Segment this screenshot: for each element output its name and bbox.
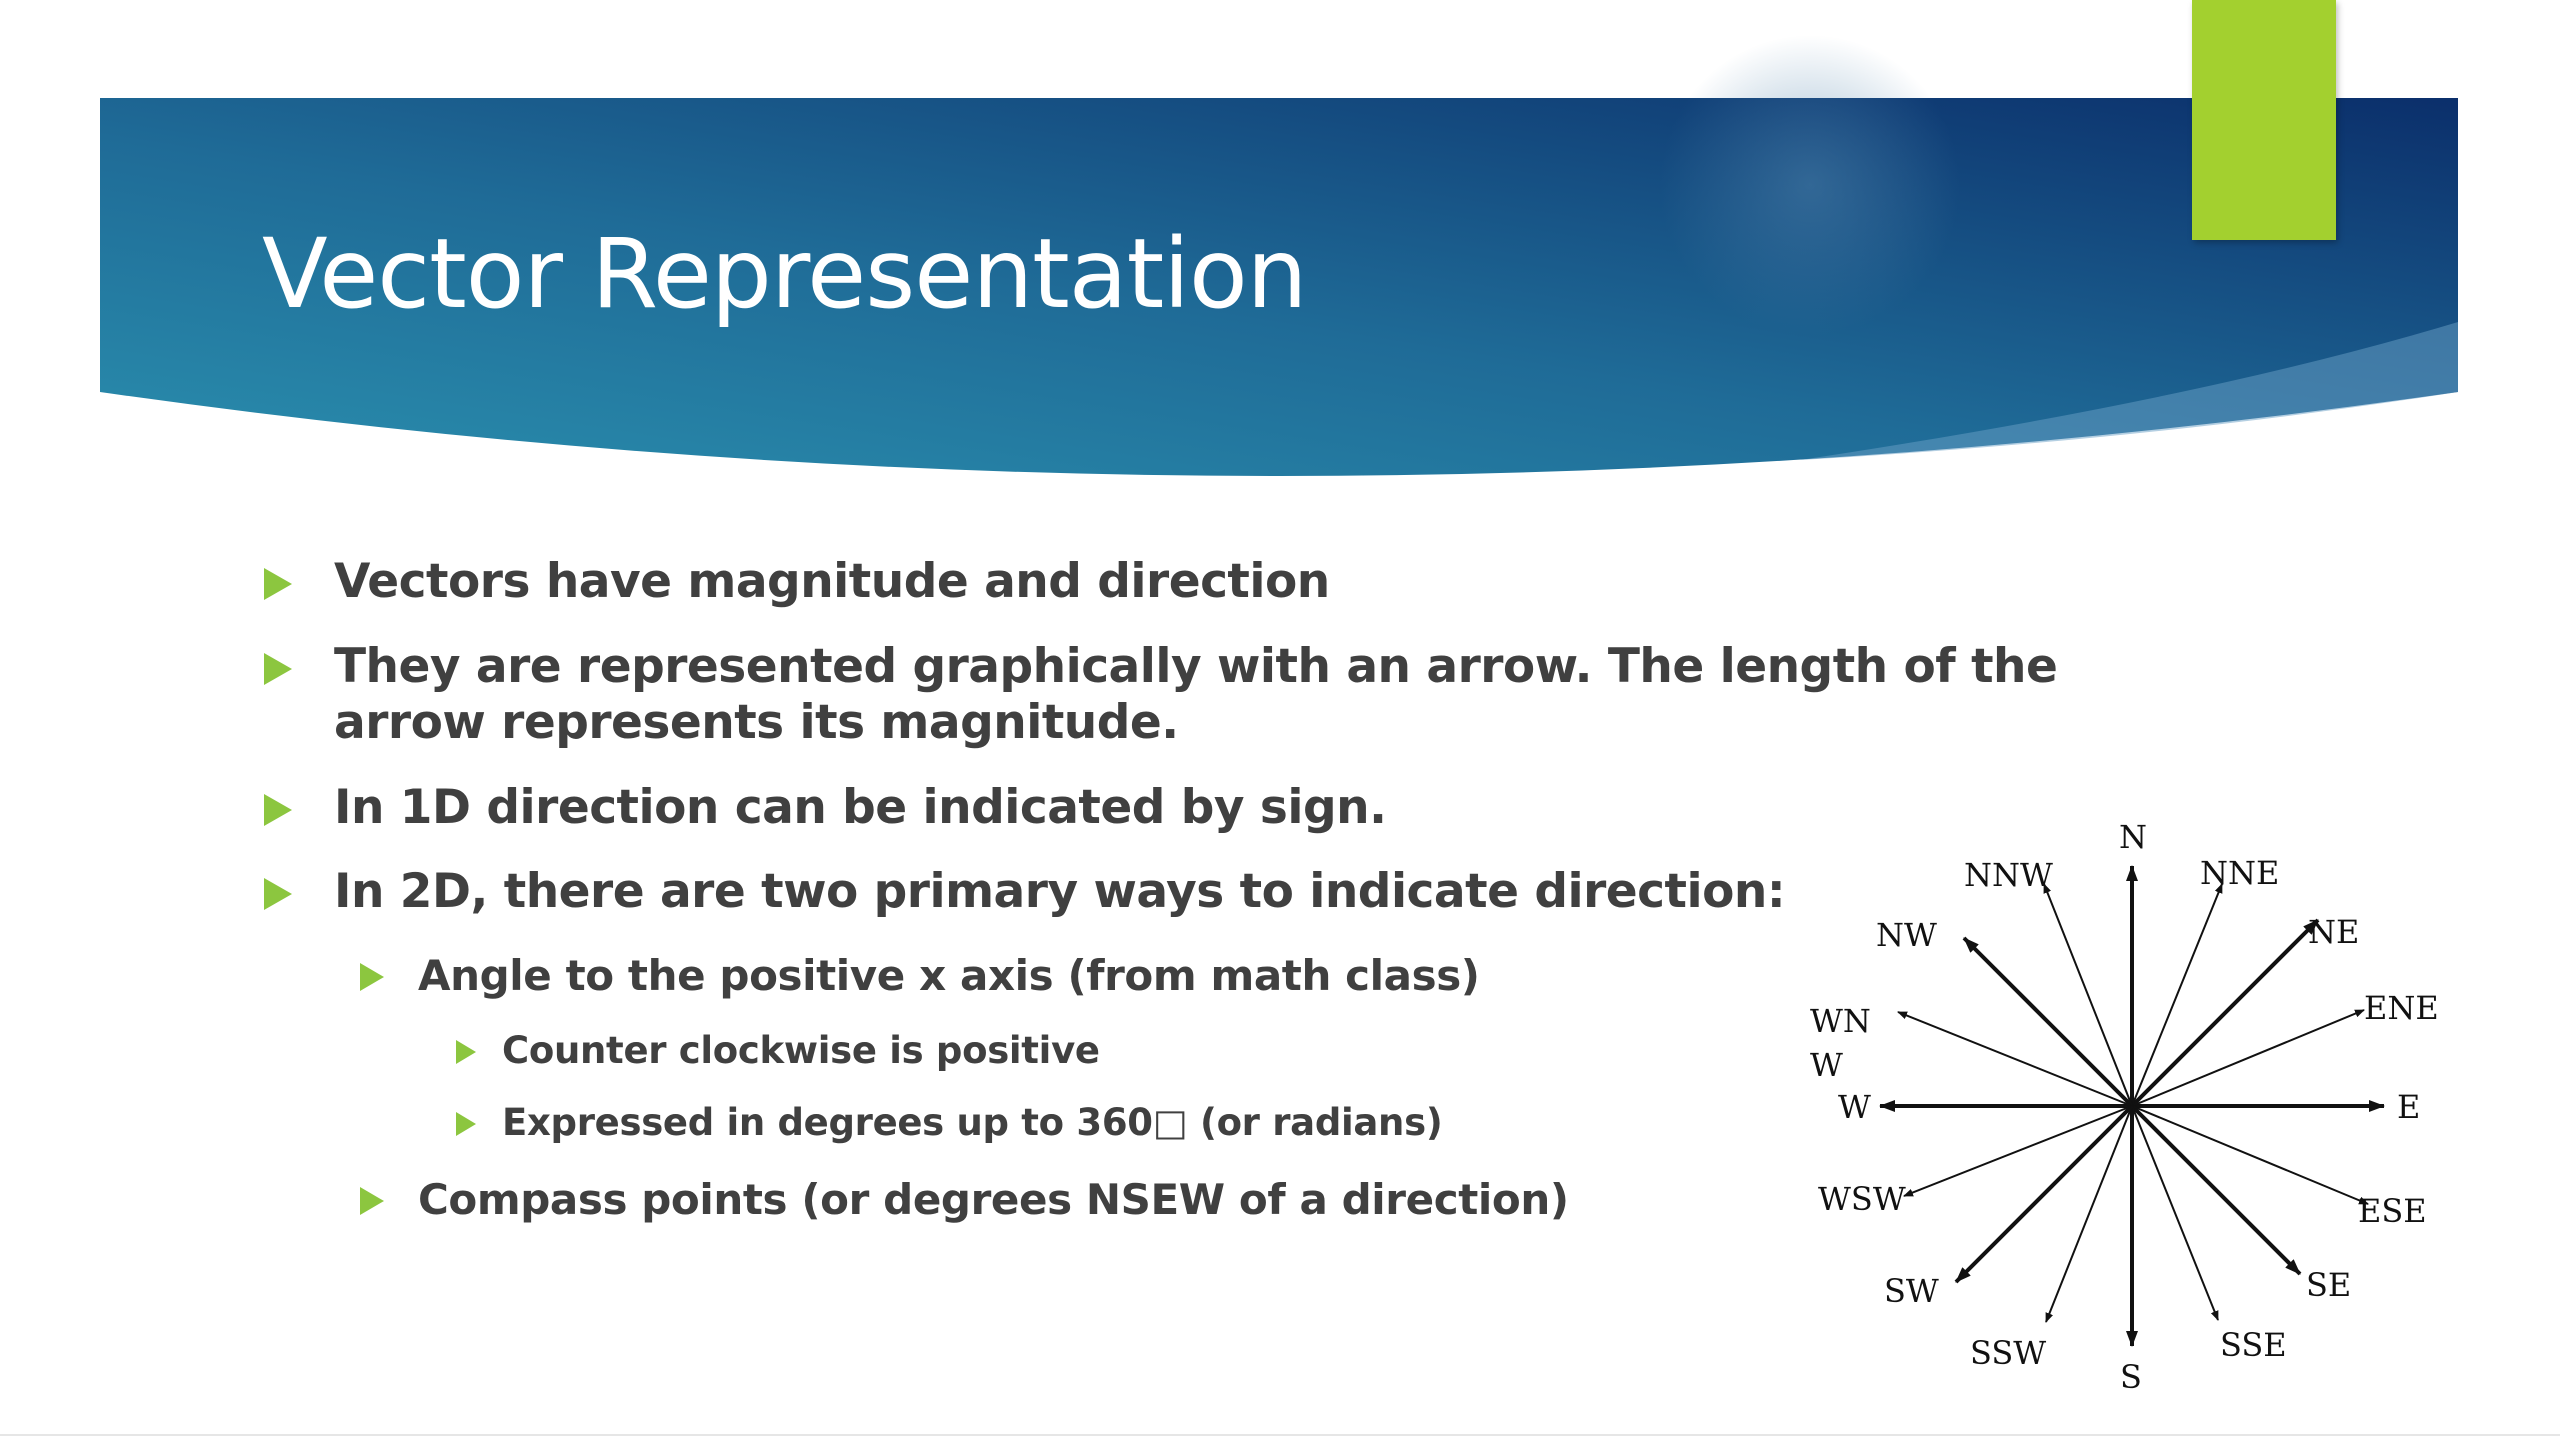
bullet-item — [418, 950, 1480, 1002]
bullet-item — [334, 780, 1386, 836]
label-ene: ENE — [2364, 989, 2439, 1027]
bullet-item — [334, 554, 1330, 610]
bullet-text-line: arrow represents its magnitude. — [334, 695, 1179, 750]
arrow-sse — [2132, 1106, 2218, 1320]
label-wnw-line1: WN — [1810, 1002, 1871, 1040]
label-sw: SW — [1884, 1272, 1939, 1310]
bullet-text: Vectors have magnitude and direction — [334, 554, 1330, 609]
arrow-ese — [2132, 1106, 2368, 1204]
arrow-sw — [1956, 1106, 2132, 1282]
label-nne: NNE — [2200, 854, 2280, 892]
bullet-text: Expressed in degrees up to 360□ (or radians) — [502, 1101, 1443, 1144]
label-wsw: WSW — [1818, 1180, 1906, 1218]
arrow-nw — [1964, 938, 2132, 1106]
bullet-item — [418, 1174, 1569, 1226]
arrow-ne — [2132, 920, 2318, 1106]
bullet-text: In 2D, there are two primary ways to indicate direction: — [334, 864, 1786, 919]
bullet-arrow-icon — [264, 568, 292, 600]
arrow-ene — [2132, 1010, 2364, 1106]
slide-bottom-divider — [0, 1434, 2560, 1436]
arrow-se — [2132, 1106, 2300, 1274]
bullet-text: Counter clockwise is positive — [502, 1029, 1100, 1072]
bullet-arrow-icon — [264, 794, 292, 826]
label-nnw: NNW — [1964, 856, 2053, 894]
bullet-item — [334, 864, 1785, 920]
bullet-arrow-icon — [360, 963, 384, 991]
label-se: SE — [2306, 1266, 2352, 1304]
bullet-text-line: They are represented graphically with an arrow. The length of the — [334, 639, 2058, 694]
slide-title: Vector Representation — [262, 218, 1307, 330]
compass-rose-diagram — [1780, 800, 2480, 1410]
bullet-item — [334, 639, 2057, 751]
arrow-wnw — [1898, 1012, 2132, 1106]
bullet-item — [502, 1028, 1100, 1074]
bullet-arrow-icon — [264, 653, 292, 685]
label-e: E — [2397, 1088, 2421, 1126]
arrow-ssw — [2046, 1106, 2132, 1322]
bullet-arrow-icon — [360, 1187, 384, 1215]
label-ssw: SSW — [1970, 1334, 2047, 1372]
label-s: S — [2120, 1358, 2142, 1396]
arrow-nnw — [2044, 884, 2132, 1106]
arrow-wsw — [1904, 1106, 2132, 1196]
label-ne: NE — [2308, 913, 2360, 951]
label-w: W — [1838, 1088, 1871, 1126]
bullet-arrow-icon — [264, 878, 292, 910]
label-n: N — [2119, 818, 2147, 856]
label-ese: ESE — [2358, 1192, 2427, 1230]
bullet-text: Angle to the positive x axis (from math class) — [418, 951, 1480, 1000]
label-nw: NW — [1876, 916, 1937, 954]
bullet-item — [502, 1100, 1442, 1146]
label-sse: SSE — [2220, 1326, 2287, 1364]
bullet-arrow-icon — [456, 1040, 476, 1064]
bullet-text: In 1D direction can be indicated by sign. — [334, 780, 1387, 835]
arrow-nne — [2132, 884, 2222, 1106]
label-wnw-line2: W — [1810, 1046, 1843, 1084]
bullet-text: Compass points (or degrees NSEW of a direction) — [418, 1175, 1569, 1224]
bullet-arrow-icon — [456, 1112, 476, 1136]
